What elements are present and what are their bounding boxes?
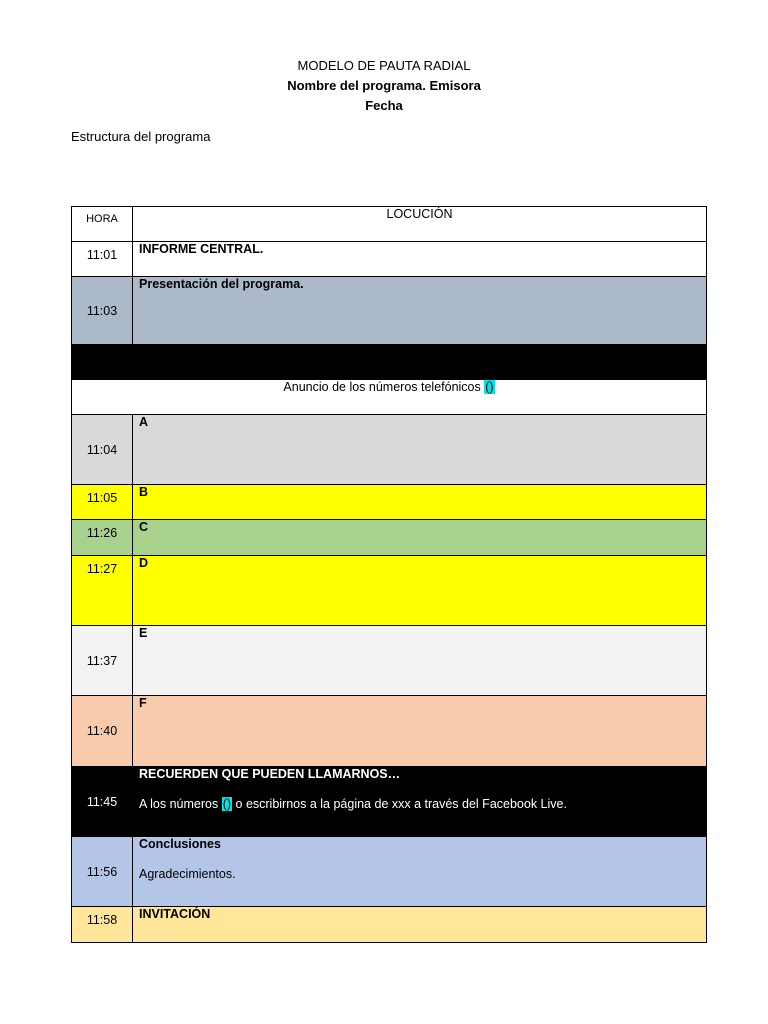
table-row <box>72 415 707 485</box>
row-locucion: F <box>133 696 707 767</box>
table-header-row <box>72 207 707 242</box>
row-hora: 11:03 <box>72 277 133 345</box>
table-row <box>72 485 707 520</box>
row-locucion: Presentación del programa. <box>133 277 707 345</box>
reminder-post: o escribirnos a la página de xxx a través del Facebook Live. <box>235 797 567 811</box>
table-row <box>72 556 707 626</box>
row-hora: 11:27 <box>72 556 133 626</box>
table-row <box>72 277 707 345</box>
phone-announcement <box>72 380 707 415</box>
phone-placeholder: () <box>485 380 494 394</box>
row-hora: 11:01 <box>72 242 133 277</box>
table-row <box>72 696 707 767</box>
row-hora: 11:58 <box>72 907 133 943</box>
col-locucion-header: LOCUCIÓN <box>133 207 707 242</box>
row-locucion: C <box>133 520 707 556</box>
phone-announcement-row <box>72 380 707 415</box>
black-separator <box>72 345 707 380</box>
separator-row <box>72 345 707 380</box>
structure-label: Estructura del programa <box>71 129 211 144</box>
program-name: Nombre del programa. Emisora <box>287 78 481 93</box>
date-label: Fecha <box>365 98 403 113</box>
announcement-text: Anuncio de los números telefónicos <box>283 380 481 394</box>
table-row <box>72 907 707 943</box>
row-locucion: A <box>133 415 707 485</box>
row-hora: 11:40 <box>72 696 133 767</box>
thanks-text: Agradecimientos. <box>139 867 236 881</box>
reminder-body <box>139 797 700 811</box>
row-hora: 11:45 <box>72 767 133 837</box>
table-row <box>72 626 707 696</box>
document-title: MODELO DE PAUTA RADIAL <box>297 58 471 73</box>
col-hora-header: HORA <box>72 207 133 242</box>
reminder-title: RECUERDEN QUE PUEDEN LLAMARNOS… <box>139 767 401 781</box>
row-locucion <box>133 837 707 907</box>
row-locucion: INFORME CENTRAL. <box>133 242 707 277</box>
reminder-pre: A los números <box>139 797 219 811</box>
row-hora: 11:37 <box>72 626 133 696</box>
table-row <box>72 767 707 837</box>
row-hora: 11:05 <box>72 485 133 520</box>
table-row <box>72 837 707 907</box>
schedule-table <box>71 206 707 943</box>
phone-placeholder: () <box>222 797 232 811</box>
table-row <box>72 242 707 277</box>
row-locucion <box>133 767 707 837</box>
row-locucion: INVITACIÓN <box>133 907 707 943</box>
conclusions-title: Conclusiones <box>139 837 221 851</box>
row-hora: 11:26 <box>72 520 133 556</box>
row-locucion: B <box>133 485 707 520</box>
table-row <box>72 520 707 556</box>
document-header <box>0 56 768 116</box>
row-locucion: E <box>133 626 707 696</box>
row-hora: 11:56 <box>72 837 133 907</box>
row-hora: 11:04 <box>72 415 133 485</box>
row-locucion: D <box>133 556 707 626</box>
